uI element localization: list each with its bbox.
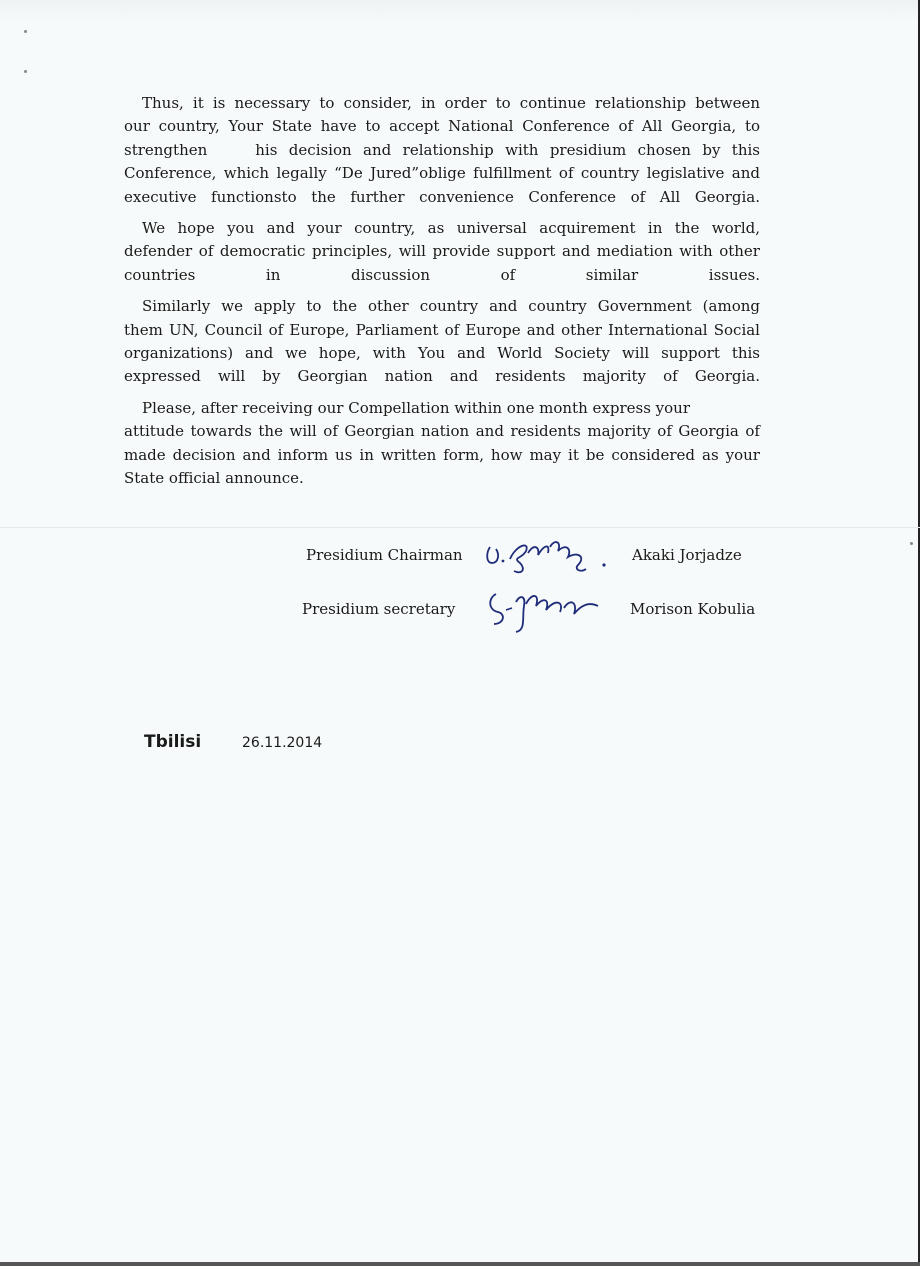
signatory-name-secretary: Morison Kobulia (630, 600, 756, 618)
signatory-title-chairman: Presidium Chairman (306, 546, 463, 564)
paragraph-line: your State official announce. (124, 445, 760, 488)
scan-speck (24, 30, 27, 33)
secretary-signature (486, 584, 606, 640)
scan-speck (24, 70, 27, 73)
paragraph-3 (124, 295, 760, 389)
paragraph-line: to strengthen (124, 117, 760, 159)
paragraph-line: other countries in discussion of similar issues. (124, 242, 760, 284)
page-bottom-border (0, 1262, 920, 1266)
paragraph-line: and executive functionsto the further convenience Conference of All Georgia. (124, 164, 760, 206)
paper-fold-line (0, 527, 920, 528)
date-of-signing: 26.11.2014 (242, 735, 323, 751)
paragraph-line: Thus, it is necessary to consider, in order to continue relationship between (142, 94, 760, 112)
paragraph-line: them UN, Council of Europe, Parliament of Europe and other International (124, 320, 708, 339)
paragraph-line: defender of democratic principles, will provide support and mediation with (124, 242, 713, 261)
paragraph-line: Social organizations) and we hope, with You and World Society will support (124, 320, 760, 363)
paragraph-line: Conference, which legally “De Jured”oblige fulfillment of country legislative (124, 164, 725, 183)
scan-edge-shadow (0, 0, 920, 22)
signatory-title-secretary: Presidium secretary (302, 600, 456, 618)
paragraph-line: Similarly we apply to the other country and country Government (among (142, 297, 760, 316)
paragraph-1 (124, 92, 760, 209)
paragraph-line: We hope you and your country, as universal acquirement in the world, (142, 219, 760, 238)
paragraph-line: of made decision and inform us in written form, how may it be considered as (124, 422, 760, 464)
paragraph-2 (124, 217, 760, 287)
paragraph-line: his decision and relationship with presidium chosen by this (255, 140, 760, 159)
place-of-signing: Tbilisi (144, 732, 202, 752)
paragraph-line: our country, Your State have to accept National Conference of All Georgia, (124, 117, 737, 136)
paragraph-line: Please, after receiving our Compellation within one month express your (142, 398, 690, 417)
paragraph-4 (124, 397, 760, 491)
paragraph-line: this expressed will by Georgian nation and residents majority of Georgia. (124, 344, 760, 386)
chairman-signature (482, 533, 612, 579)
signatory-name-chairman: Akaki Jorjadze (632, 546, 742, 564)
paragraph-line: attitude towards the will of Georgian nation and residents majority of Georgia (124, 422, 739, 441)
letter-body (124, 92, 760, 499)
scan-speck (910, 542, 913, 545)
